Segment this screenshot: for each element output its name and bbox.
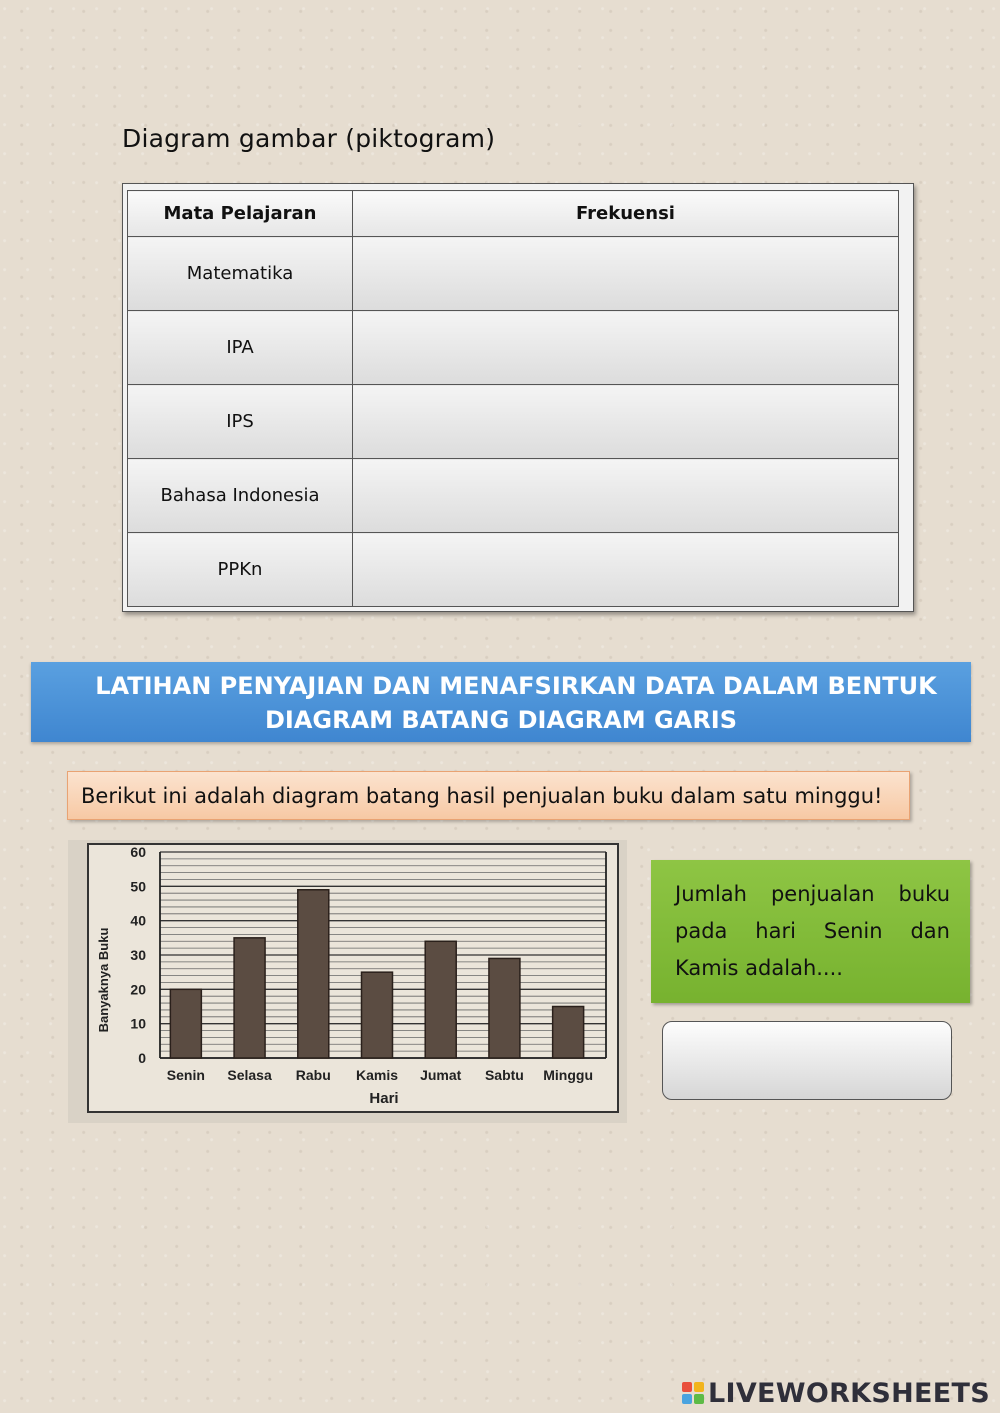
x-tick-label: Kamis	[355, 1067, 399, 1083]
bar-sabtu	[489, 958, 520, 1058]
logo-text: LIVEWORKSHEETS	[707, 1377, 990, 1409]
bar-senin	[170, 989, 201, 1058]
subject-cell: IPA	[128, 311, 353, 385]
x-tick-label: Sabtu	[484, 1067, 524, 1083]
answer-input[interactable]	[662, 1021, 952, 1100]
frequency-cell[interactable]	[353, 385, 899, 459]
x-axis-label: Hari	[369, 1090, 399, 1107]
frequency-cell[interactable]	[353, 459, 899, 533]
bar-jumat	[425, 941, 456, 1058]
logo-mark-icon	[682, 1382, 704, 1404]
y-axis-label: Banyaknya Buku	[96, 927, 111, 1033]
x-tick-label: Senin	[166, 1067, 205, 1083]
table-header-row	[128, 191, 899, 237]
x-tick-label: Jumat	[420, 1067, 462, 1083]
subject-cell: IPS	[128, 385, 353, 459]
pictogram-table-card	[122, 183, 914, 612]
y-tick-label: 50	[130, 878, 146, 895]
subject-cell: PPKn	[128, 533, 353, 607]
banner-line-2: DIAGRAM BATANG DIAGRAM GARIS	[264, 706, 738, 734]
bar-kamis	[362, 972, 393, 1058]
bar-chart-image	[68, 840, 627, 1123]
bar-minggu	[553, 1007, 584, 1059]
table-row	[128, 237, 899, 311]
y-tick-label: 60	[130, 844, 146, 860]
table-row	[128, 385, 899, 459]
subject-cell: Bahasa Indonesia	[128, 459, 353, 533]
pictogram-table	[127, 190, 899, 607]
x-tick-label: Rabu	[295, 1067, 331, 1083]
y-tick-label: 40	[130, 912, 146, 929]
frequency-cell[interactable]	[353, 311, 899, 385]
x-tick-label: Selasa	[227, 1067, 272, 1083]
frequency-cell[interactable]	[353, 533, 899, 607]
liveworksheets-logo	[682, 1379, 990, 1407]
bar-rabu	[298, 890, 329, 1058]
y-tick-label: 0	[138, 1050, 146, 1066]
bar-chart	[68, 840, 627, 1123]
y-tick-label: 30	[130, 947, 146, 963]
header-subject: Mata Pelajaran	[128, 191, 353, 237]
question-box: Jumlah penjualan buku pada hari Senin dan Kamis adalah....	[651, 860, 970, 1003]
table-row	[128, 533, 899, 607]
instruction-box: Berikut ini adalah diagram batang hasil penjualan buku dalam satu minggu!	[67, 771, 910, 820]
table-row	[128, 311, 899, 385]
bar-selasa	[234, 938, 265, 1058]
header-frequency: Frekuensi	[353, 191, 899, 237]
subject-cell: Matematika	[128, 237, 353, 311]
table-row	[128, 459, 899, 533]
x-tick-label: Minggu	[543, 1067, 594, 1083]
section-title: Diagram gambar (piktogram)	[122, 124, 496, 153]
exercise-banner	[31, 662, 971, 742]
banner-line-1: LATIHAN PENYAJIAN DAN MENAFSIRKAN DATA DALAM BENTUK	[95, 672, 937, 700]
frequency-cell[interactable]	[353, 237, 899, 311]
y-tick-label: 10	[130, 1015, 146, 1032]
y-tick-label: 20	[130, 981, 146, 998]
